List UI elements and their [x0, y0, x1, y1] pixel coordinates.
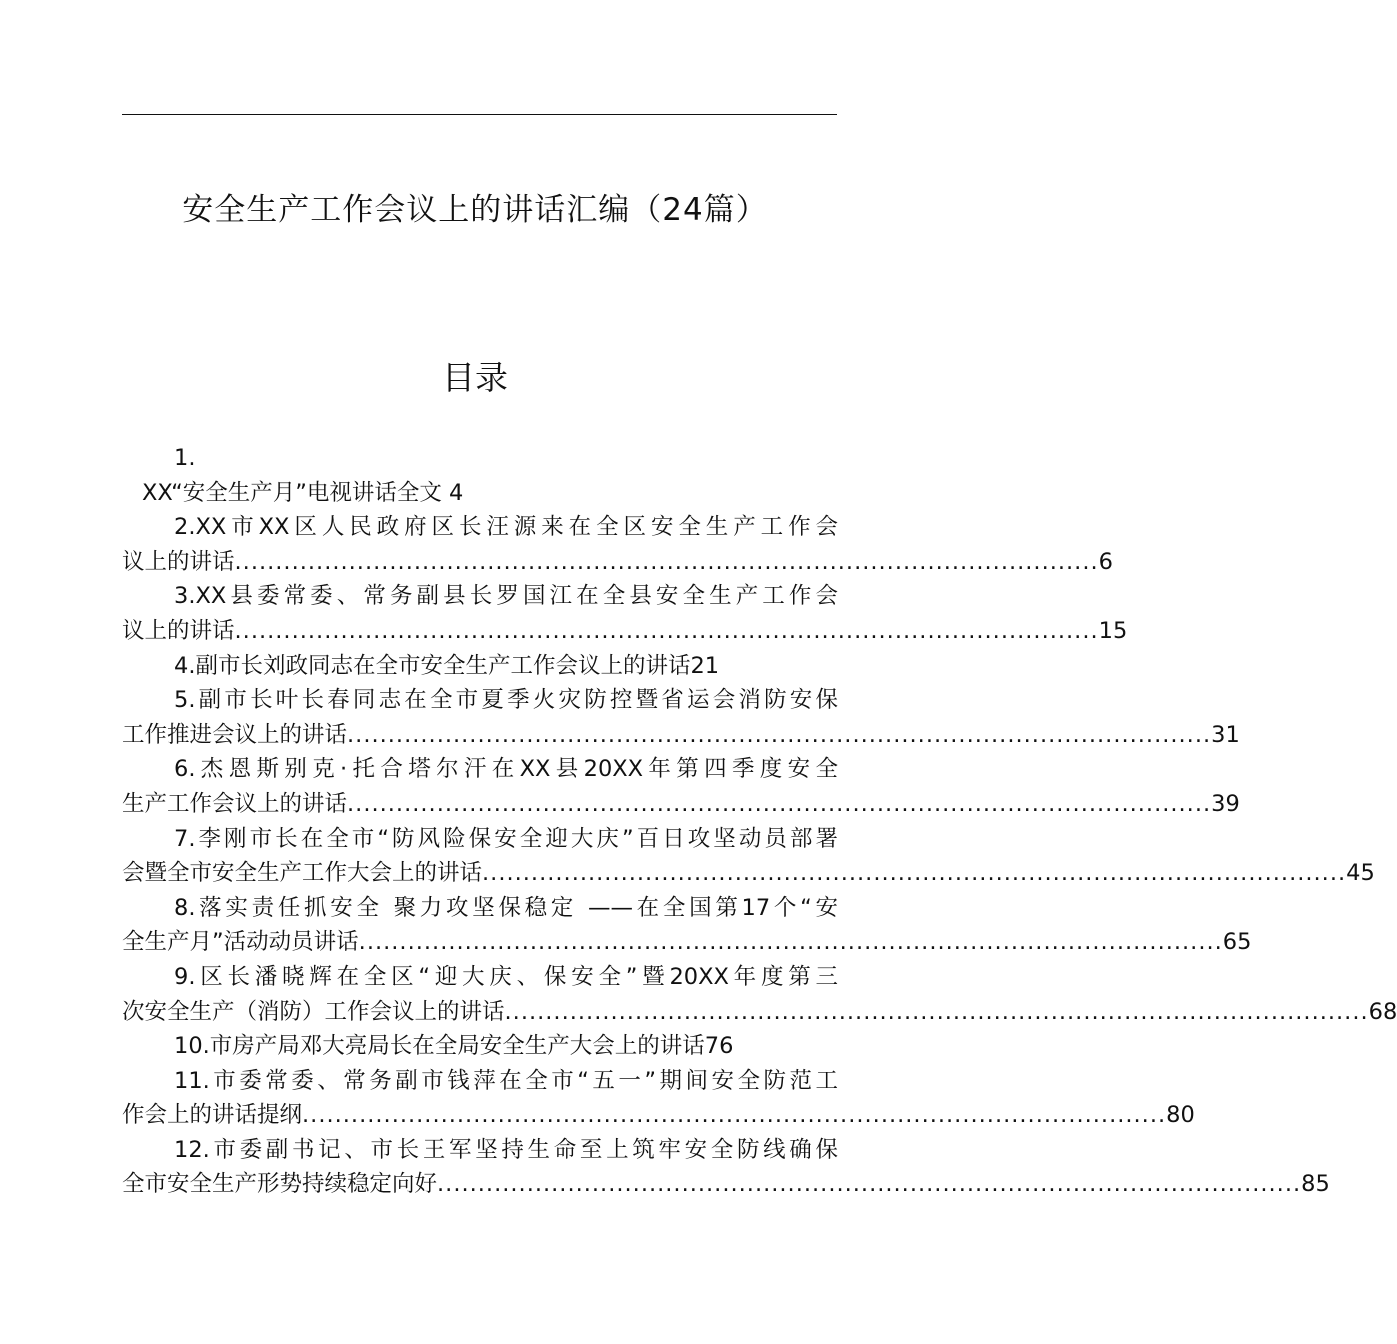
toc-entry-title: 7.李刚市长在全市“防风险保安全迎大庆”百日攻坚动员部署 [174, 825, 838, 852]
toc-entry[interactable] [122, 960, 1397, 1029]
toc-entry-title: 11.市委常委、常务副市钱萍在全市“五一”期间安全防范工 [174, 1067, 838, 1094]
toc-page-number: 6 [1098, 548, 1113, 575]
dot-leader: .......................................................................................................... [347, 721, 1212, 748]
toc-entry-title-end: 议上的讲话 [122, 617, 235, 644]
toc-page-number: 45 [1346, 860, 1375, 887]
toc-entry-continuation [122, 1098, 1195, 1133]
toc-entry-title-end: 全市安全生产形势持续稳定向好 [122, 1171, 438, 1198]
toc-entry-title: 5.副市长叶长春同志在全市夏季火灾防控暨省运会消防安保 [174, 687, 838, 714]
toc-entry-title-end: 议上的讲话 [122, 548, 235, 575]
toc-entry-continuation [122, 718, 1240, 753]
toc-entry-title: XX“安全生产月”电视讲话全文 4 [142, 479, 464, 506]
toc-entry-title: 4.副市长刘政同志在全市安全生产工作会议上的讲话21 [174, 652, 720, 679]
toc-entry-title: 2.XX市XX区人民政府区长汪源来在全区安全生产工作会 [174, 514, 838, 541]
dot-leader: .......................................................................................................... [234, 617, 1099, 644]
toc-entry-title: 8.落实责任抓安全 聚力攻坚保稳定 ——在全国第17个“安 [174, 894, 838, 921]
toc-entry-continuation [122, 787, 1240, 822]
toc-entry-title: 10.市房产局邓大亮局长在全局安全生产大会上的讲话76 [174, 1033, 734, 1060]
dot-leader: .......................................................................................................... [482, 860, 1347, 887]
dot-leader: .......................................................................................................... [504, 998, 1369, 1025]
toc-entry[interactable] [122, 683, 1240, 752]
toc-entry[interactable] [122, 510, 1113, 579]
toc-entry-continuation [122, 614, 1128, 649]
toc-entry[interactable] [122, 579, 1128, 648]
toc-entry-continuation [122, 545, 1113, 580]
toc-entry-number: 1. [174, 445, 196, 471]
toc-entry-title-end: 次安全生产（消防）工作会议上的讲话 [122, 998, 505, 1025]
toc-page-number: 80 [1166, 1102, 1195, 1129]
toc-entry-continuation [122, 856, 1375, 891]
toc-entry-continuation [122, 925, 1252, 960]
toc-entry-title-end: 会暨全市安全生产工作大会上的讲话 [122, 860, 483, 887]
toc-entry-title: 6.杰恩斯别克·托合塔尔汗在XX县20XX年第四季度安全 [174, 756, 838, 783]
toc-entry[interactable] [122, 441, 838, 510]
toc-entry-continuation [122, 995, 1397, 1030]
toc-entry-title-end: 全生产月”活动动员讲话 [122, 929, 359, 956]
toc-entry[interactable] [122, 1064, 1195, 1133]
toc-entry-title-end: 工作推进会议上的讲话 [122, 721, 348, 748]
toc-entry-title: 9.区长潘晓辉在全区“迎大庆、保安全”暨20XX年度第三 [174, 963, 838, 990]
toc-entry-title-end: 生产工作会议上的讲话 [122, 790, 348, 817]
toc-page-number: 15 [1098, 617, 1128, 644]
toc-entry[interactable] [122, 1029, 838, 1064]
header-rule [122, 114, 837, 115]
toc-entry[interactable] [122, 649, 838, 684]
toc-entry-title-end: 作会上的讲话提纲 [122, 1102, 303, 1129]
dot-leader: .......................................................................................................... [234, 548, 1099, 575]
dot-leader: .......................................................................................................... [347, 790, 1212, 817]
toc-entry[interactable] [122, 891, 1252, 960]
toc-entry[interactable] [122, 822, 1375, 891]
toc-page-number: 39 [1211, 790, 1240, 817]
dot-leader: .......................................................................................................... [437, 1171, 1302, 1198]
toc-heading: 目录 [442, 358, 508, 397]
table-of-contents [122, 441, 1397, 1202]
toc-page-number: 31 [1211, 721, 1240, 748]
document-title: 安全生产工作会议上的讲话汇编（24篇） [182, 192, 768, 228]
toc-page-number: 68 [1368, 998, 1397, 1025]
toc-entry[interactable] [122, 752, 1240, 821]
toc-page-number: 65 [1222, 929, 1252, 956]
toc-entry-title: 3.XX县委常委、常务副县长罗国江在全县安全生产工作会 [174, 583, 838, 610]
toc-page-number: 85 [1301, 1171, 1330, 1198]
toc-entry-title: 12.市委副书记、市长王军坚持生命至上筑牢安全防线确保 [174, 1136, 838, 1163]
toc-entry-continuation [122, 1167, 1330, 1202]
dot-leader: .......................................................................................................... [302, 1102, 1167, 1129]
dot-leader: .......................................................................................................... [358, 929, 1223, 956]
toc-entry[interactable] [122, 1133, 1330, 1202]
